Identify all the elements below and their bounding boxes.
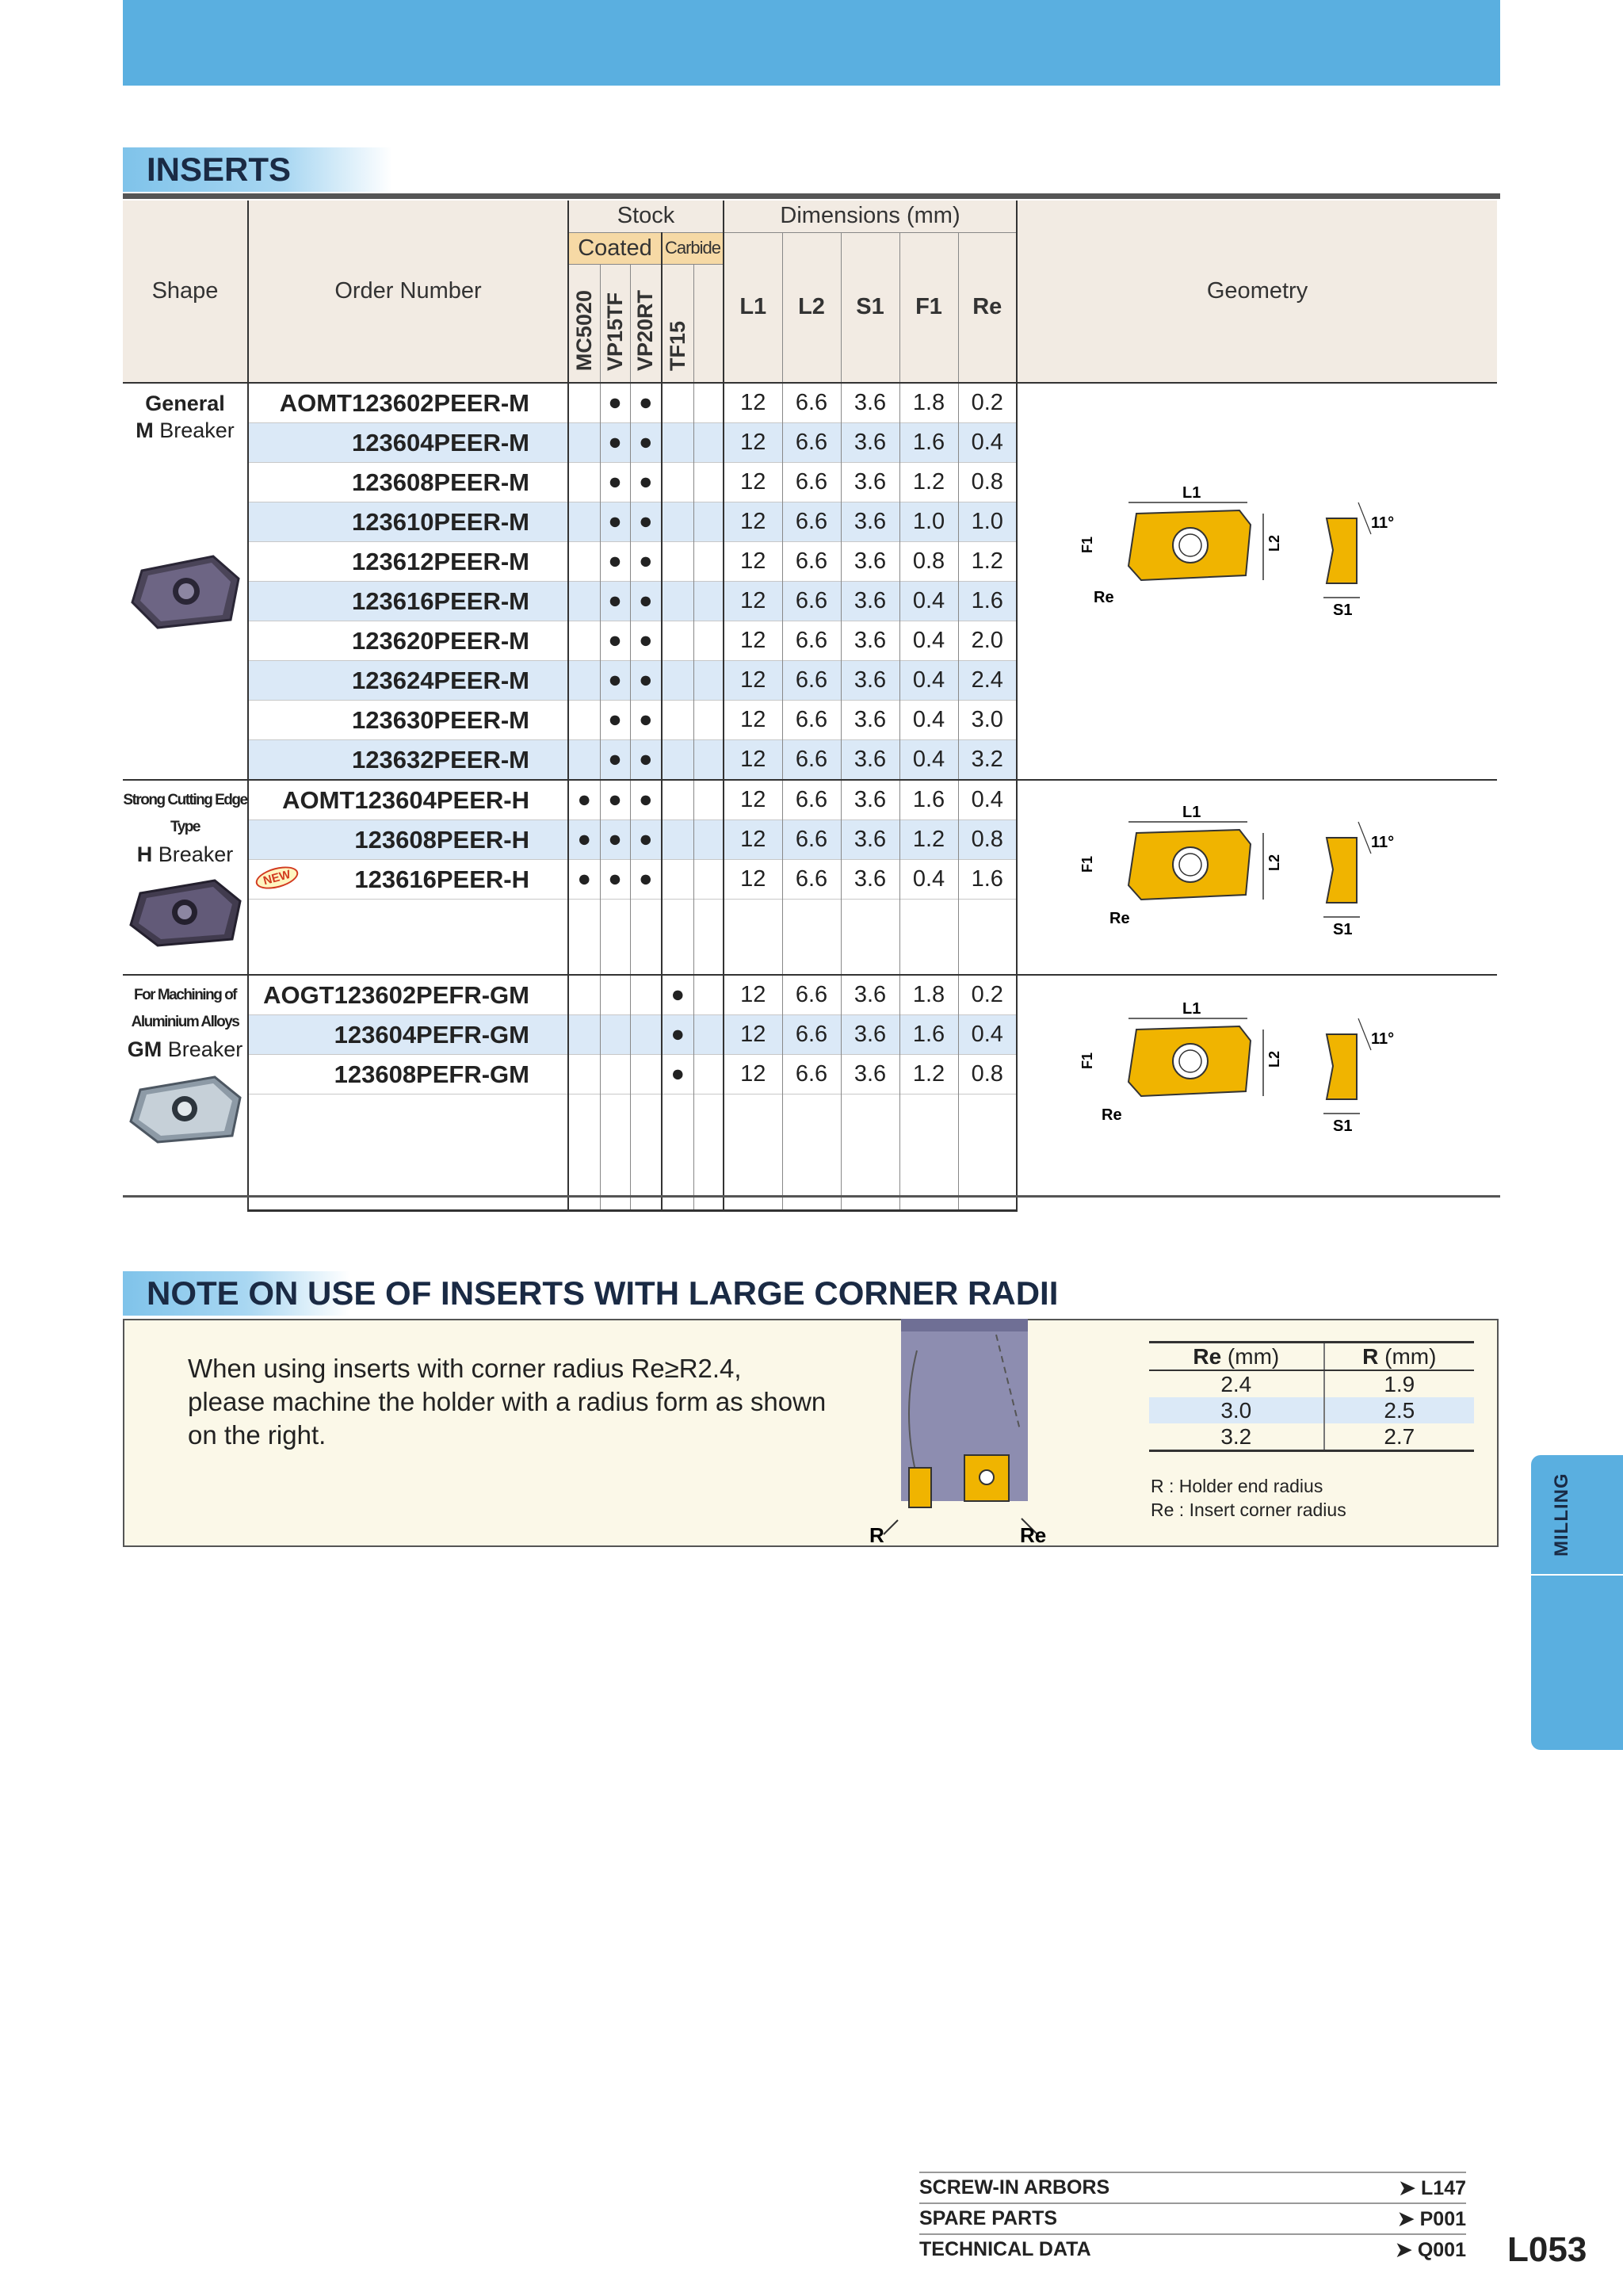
svg-text:Re: Re	[1109, 910, 1130, 927]
new-badge: NEW	[254, 862, 301, 892]
ref-spare-parts[interactable]: SPARE PARTS ➤ P001	[919, 2202, 1466, 2231]
geom-label-l1: L1	[1182, 484, 1201, 502]
order-number: 123608PEFR-GM	[248, 1055, 568, 1095]
side-tab-divider	[1531, 1574, 1623, 1576]
geom-label-f1: F1	[1079, 536, 1096, 553]
table-row: 123632PEER-M ● ● 12 6.6 3.6 0.4 3.2	[123, 740, 1497, 781]
header-re: Re	[958, 232, 1017, 383]
radius-row: 3.2 2.7	[1149, 1423, 1474, 1451]
insert-photo-m	[126, 547, 245, 634]
arrow-icon: ➤	[1395, 2239, 1412, 2261]
svg-text:L2: L2	[1266, 1050, 1283, 1068]
radius-table	[1149, 1341, 1474, 1452]
section-title-note: NOTE ON USE OF INSERTS WITH LARGE CORNER RADII	[123, 1271, 1153, 1316]
arrow-icon: ➤	[1399, 2177, 1416, 2199]
order-number: 123632PEER-M	[248, 740, 568, 781]
order-number: 123608PEER-H	[248, 820, 568, 860]
table-row: For Machining of Aluminium Alloys GM Breaker AOGT123602PEFR-GM ● 12 6.6 3.6 1.8 0.2 L1 L2 F1 Re 11° S1	[123, 975, 1497, 1015]
shape-label: For Machining of Aluminium Alloys	[131, 987, 239, 1030]
geom-label-s1: S1	[1333, 602, 1353, 619]
order-number: 123620PEER-M	[248, 621, 568, 661]
svg-text:L1: L1	[1182, 1000, 1201, 1018]
radius-row: 3.0 2.5	[1149, 1397, 1474, 1423]
top-banner	[123, 0, 1500, 86]
table-row: General M Breaker AOMT123602PEER-M ● ● 12 6.6 3.6 1.8 0.2 L1 L2 F1 Re 11° S1	[123, 383, 1497, 423]
shape-label: Strong Cutting Edge Type	[123, 792, 247, 835]
header-f1: F1	[899, 232, 958, 383]
svg-text:S1: S1	[1333, 921, 1353, 938]
header-grade-vp20rt: VP20RT	[630, 264, 662, 383]
header-l1: L1	[724, 232, 782, 383]
ref-screw-in-arbors[interactable]: SCREW-IN ARBORS ➤ L147	[919, 2172, 1466, 2200]
breaker-label: GM Breaker	[127, 1037, 243, 1061]
table-row: 123624PEER-M ● ● 12 6.6 3.6 0.4 2.4	[123, 661, 1497, 701]
header-grade-tf15: TF15	[662, 264, 693, 383]
figure-label-re: Re	[1020, 1523, 1047, 1547]
table-bottom-rule	[123, 1195, 1500, 1198]
shape-cell-gm	[123, 975, 248, 1211]
order-number: 123604PEER-M	[248, 423, 568, 463]
table-row: 123608PEFR-GM ● 12 6.6 3.6 1.2 0.8	[123, 1055, 1497, 1095]
insert-photo-h	[126, 873, 245, 949]
geometry-cell-m	[1017, 383, 1497, 780]
section-title-inserts: INSERTS	[123, 147, 392, 192]
order-number: AOMT123604PEER-H	[248, 780, 568, 820]
breaker-label: M Breaker	[136, 418, 235, 442]
table-row: 123630PEER-M ● ● 12 6.6 3.6 0.4 3.0	[123, 701, 1497, 740]
svg-text:S1: S1	[1333, 1117, 1353, 1135]
geometry-diagram-m	[1065, 479, 1398, 637]
header-order-number: Order Number	[248, 201, 568, 383]
radius-header-re: Re (mm)	[1149, 1343, 1324, 1371]
geometry-cell-h	[1017, 780, 1497, 975]
page-number: L053	[1507, 2230, 1587, 2269]
order-number: 123612PEER-M	[248, 542, 568, 582]
legend-r: R : Holder end radius	[1151, 1476, 1323, 1496]
svg-text:F1: F1	[1079, 1052, 1096, 1069]
arrow-icon: ➤	[1397, 2208, 1415, 2230]
shape-cell-h	[123, 780, 248, 975]
geometry-diagram-gm	[1065, 995, 1398, 1153]
header-coated: Coated	[568, 232, 662, 264]
svg-text:Re: Re	[1102, 1106, 1122, 1124]
svg-text:F1: F1	[1079, 855, 1096, 873]
header-grade-blank	[693, 264, 724, 383]
table-row: 123612PEER-M ● ● 12 6.6 3.6 0.8 1.2	[123, 542, 1497, 582]
svg-text:L2: L2	[1266, 854, 1283, 871]
table-row: 123620PEER-M ● ● 12 6.6 3.6 0.4 2.0	[123, 621, 1497, 661]
note-text: When using inserts with corner radius Re≥R2.4, please machine the holder with a radius form as shown on the right.	[188, 1354, 827, 1450]
shape-cell-m	[123, 383, 248, 780]
side-tab-milling[interactable]	[1531, 1455, 1623, 1750]
geom-label-angle: 11°	[1371, 514, 1395, 532]
header-grade-mc5020: MC5020	[568, 264, 600, 383]
table-row: 123608PEER-M ● ● 12 6.6 3.6 1.2 0.8	[123, 463, 1497, 502]
geometry-cell-gm	[1017, 975, 1497, 1211]
header-l2: L2	[782, 232, 841, 383]
order-number: 123624PEER-M	[248, 661, 568, 701]
header-stock: Stock	[568, 201, 724, 232]
geom-label-re: Re	[1094, 589, 1114, 606]
order-number: 123610PEER-M	[248, 502, 568, 542]
svg-text:11°: 11°	[1371, 834, 1395, 851]
header-shape: Shape	[123, 201, 248, 383]
header-dimensions: Dimensions (mm)	[724, 201, 1017, 232]
radius-row: 2.4 1.9	[1149, 1370, 1474, 1397]
svg-text:L1: L1	[1182, 804, 1201, 821]
table-row: 123616PEER-M ● ● 12 6.6 3.6 0.4 1.6	[123, 582, 1497, 621]
table-row: 123604PEFR-GM ● 12 6.6 3.6 1.6 0.4	[123, 1015, 1497, 1055]
geom-label-l2: L2	[1266, 534, 1283, 552]
side-tab-label: MILLING	[1551, 1473, 1572, 1557]
insert-photo-gm	[126, 1069, 245, 1145]
table-row: 123604PEER-M ● ● 12 6.6 3.6 1.6 0.4	[123, 423, 1497, 463]
table-row: 123610PEER-M ● ● 12 6.6 3.6 1.0 1.0	[123, 502, 1497, 542]
header-s1: S1	[841, 232, 899, 383]
breaker-label: H Breaker	[136, 842, 234, 866]
order-number: 123616PEER-M	[248, 582, 568, 621]
table-row: NEW 123616PEER-H ● ● ● 12 6.6 3.6 0.4 1.6	[123, 860, 1497, 900]
order-number: AOGT123602PEFR-GM	[248, 975, 568, 1015]
order-number: NEW 123616PEER-H	[248, 860, 568, 900]
shape-label: General	[145, 392, 225, 415]
figure-label-r: R	[869, 1523, 884, 1547]
section-rule	[123, 193, 1500, 199]
inserts-table	[123, 201, 1497, 1212]
table-row: Strong Cutting Edge Type H Breaker AOMT123604PEER-H ● ● ● 12 6.6 3.6 1.6 0.4 L1 L2 F1 Re 11° S1	[123, 780, 1497, 820]
header-geometry: Geometry	[1017, 201, 1497, 383]
header-carbide: Carbide	[662, 232, 724, 264]
table-row: 123608PEER-H ● ● ● 12 6.6 3.6 1.2 0.8	[123, 820, 1497, 860]
order-number: 123630PEER-M	[248, 701, 568, 740]
radius-header-r: R (mm)	[1324, 1343, 1474, 1371]
order-number: 123604PEFR-GM	[248, 1015, 568, 1055]
holder-figure	[869, 1319, 1052, 1549]
header-grade-vp15tf: VP15TF	[600, 264, 630, 383]
geometry-diagram-h	[1065, 798, 1398, 957]
order-number: 123608PEER-M	[248, 463, 568, 502]
ref-technical-data[interactable]: TECHNICAL DATA ➤ Q001	[919, 2233, 1466, 2262]
order-number: AOMT123602PEER-M	[248, 383, 568, 423]
legend-re: Re : Insert corner radius	[1151, 1499, 1346, 1520]
svg-text:11°: 11°	[1371, 1030, 1395, 1048]
